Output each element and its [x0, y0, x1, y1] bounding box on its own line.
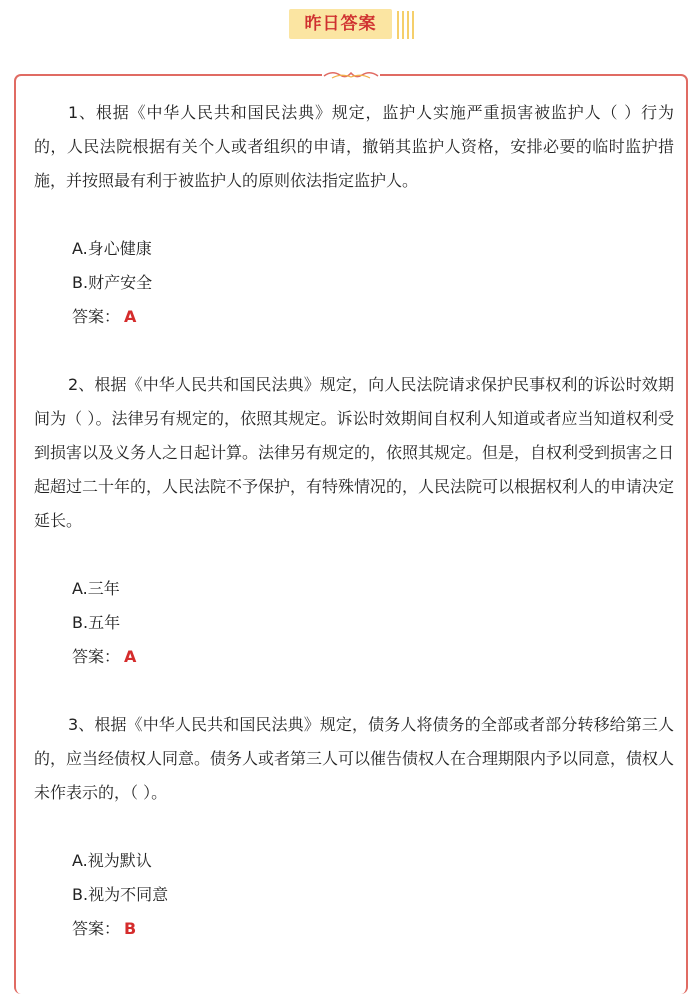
option-a: A.身心健康: [72, 239, 152, 258]
option-a: A.三年: [72, 579, 120, 598]
answer-value: A: [124, 307, 137, 326]
answer-label: 答案：: [72, 647, 121, 666]
header-stripes-decoration: [397, 11, 417, 39]
quiz-content: [34, 96, 674, 946]
option-b: B.财产安全: [72, 273, 153, 292]
answer-row: [34, 300, 674, 334]
question-block: [34, 368, 674, 708]
answer-row: [34, 912, 674, 946]
question-text: 2、根据《中华人民共和国民法典》规定，向人民法院请求保护民事权利的诉讼时效期间为（ ）。法律另有规定的，依照其规定。诉讼时效期间自权利人知道或者应当知道权利受到损害以及义务人之日起计算。法律另有规定的，依照其规定。但是，自权利受到损害之日起超过二十年的，人民法院不予保护，有特殊情况的，人民法院可以根据权利人的申请决定延长。: [34, 375, 675, 530]
answer-value: A: [124, 647, 137, 666]
option-b: B.视为不同意: [72, 885, 169, 904]
option-b: B.五年: [72, 613, 121, 632]
option-a: A.视为默认: [72, 851, 152, 870]
question-block: [34, 708, 674, 946]
header: [0, 9, 700, 41]
question-text: 1、根据《中华人民共和国民法典》规定，监护人实施严重损害被监护人（ ）行为的，人民法院根据有关个人或者组织的申请，撤销其监护人资格，安排必要的临时监护措施，并按照最有利于被监护人的原则依法指定监护人。: [34, 103, 674, 190]
answer-label: 答案：: [72, 307, 121, 326]
ornament-icon: [322, 68, 380, 82]
header-title: 昨日答案: [304, 14, 377, 34]
answer-label: 答案：: [72, 919, 121, 938]
answer-value: B: [124, 919, 137, 938]
header-badge: [289, 9, 392, 39]
question-text: 3、根据《中华人民共和国民法典》规定，债务人将债务的全部或者部分转移给第三人的，应当经债权人同意。债务人或者第三人可以催告债权人在合理期限内予以同意，债权人未作表示的，（ ）。: [34, 715, 675, 802]
answer-row: [34, 640, 674, 674]
question-block: [34, 96, 674, 368]
